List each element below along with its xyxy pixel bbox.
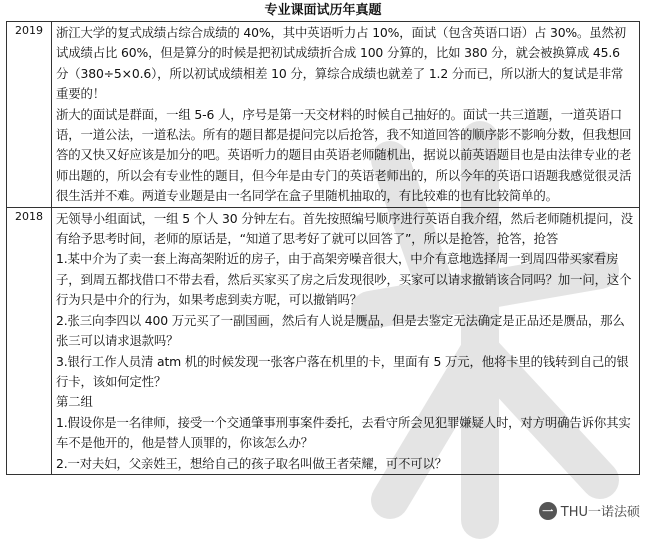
table-row-2018 bbox=[7, 207, 640, 474]
year-cell: 2019 bbox=[7, 22, 52, 208]
logo-text: THU一诺法硕 bbox=[560, 505, 640, 520]
paragraph: 2.一对夫妇，父亲姓王，想给自己的孩子取名叫做王者荣耀，可不可以？ bbox=[56, 455, 447, 471]
table-row-2019 bbox=[7, 22, 640, 208]
paragraph: 1.假设你是一名律师，接受一个交通肇事刑事案件委托，去看守所会见犯罪嫌疑人时，对方明确告诉你其实车不是他开的，他是替人顶罪的，你该怎么办？ bbox=[56, 414, 631, 451]
paragraph: 无领导小组面试，一组 5 个人 30 分钟左右。首先按照编号顺序进行英语自我介绍，然后老师随机提问，没有给予思考时间，老师的原话是，“知道了思考好了就可以回答了”，所以是抢答，抢答，抢答 bbox=[56, 210, 633, 247]
group-heading: 第二组 bbox=[56, 394, 93, 410]
content-cell bbox=[52, 207, 640, 474]
year-cell: 2018 bbox=[7, 207, 52, 474]
paragraph: 浙江大学的复式成绩占综合成绩的 40%，其中英语听力占 10%，面试（包含英语口语）占 30%。虽然初试成绩占比 60%，但是算分的时候是把初试成绩折合成 100 分算的，比如 380 分，就会被换算成 45.6 分（380÷5×0.6），所以初试成绩相差 10 分，算综合成绩也就差了 1.2 分而已，所以浙大的复试是非常重要的！ bbox=[56, 25, 627, 102]
paragraph: 2.张三向李四以 400 万元买了一副国画，然后有人说是赝品，但是去鉴定无法确定是正品还是赝品，那么张三可以请求退款吗？ bbox=[56, 312, 625, 349]
paragraph: 浙大的面试是群面，一组 5-6 人，序号是第一天交材料的时候自己抽好的。面试一共三道题，一道英语口语，一道公法，一道私法。所有的题目都是提问完以后抢答，我不知道回答的顺序影不影响分数，但我想回答的又快又好应该是加分的吧。英语听力的题目由英语老师随机出，据说以前英语题目也是由法律专业的老师出题的，所以会有专业性的题目，但今年是由专门的英语老师出的，所以今年的英语口语题我感觉很灵活很生活并不难。两道专业题是由一名同学在盒子里随机抽取的，有比较难的也有比较简单的。 bbox=[56, 106, 632, 204]
paragraph: 3.银行工作人员清 atm 机的时候发现一张客户落在机里的卡，里面有 5 万元，他将卡里的钱转到自己的银行卡，该如何定性？ bbox=[56, 353, 629, 389]
logo-icon: 一 bbox=[539, 502, 557, 520]
page-title: 专业课面试历年真题 bbox=[264, 3, 382, 18]
content-cell bbox=[52, 22, 640, 208]
watermark-logo bbox=[539, 501, 640, 520]
paragraph: 1.某中介为了卖一套上海高架附近的房子，由于高架旁噪音很大，中介有意地选择周一到周四带买家看房子，到周五都找借口不带去看，然后买家买了房之后发现很吵，买家可以请求撤销该合同吗？加一问，这个行为只是中介的行为，如果考虑到卖方呢，可以撤销吗？ bbox=[56, 251, 632, 308]
exam-questions-table bbox=[6, 21, 640, 475]
